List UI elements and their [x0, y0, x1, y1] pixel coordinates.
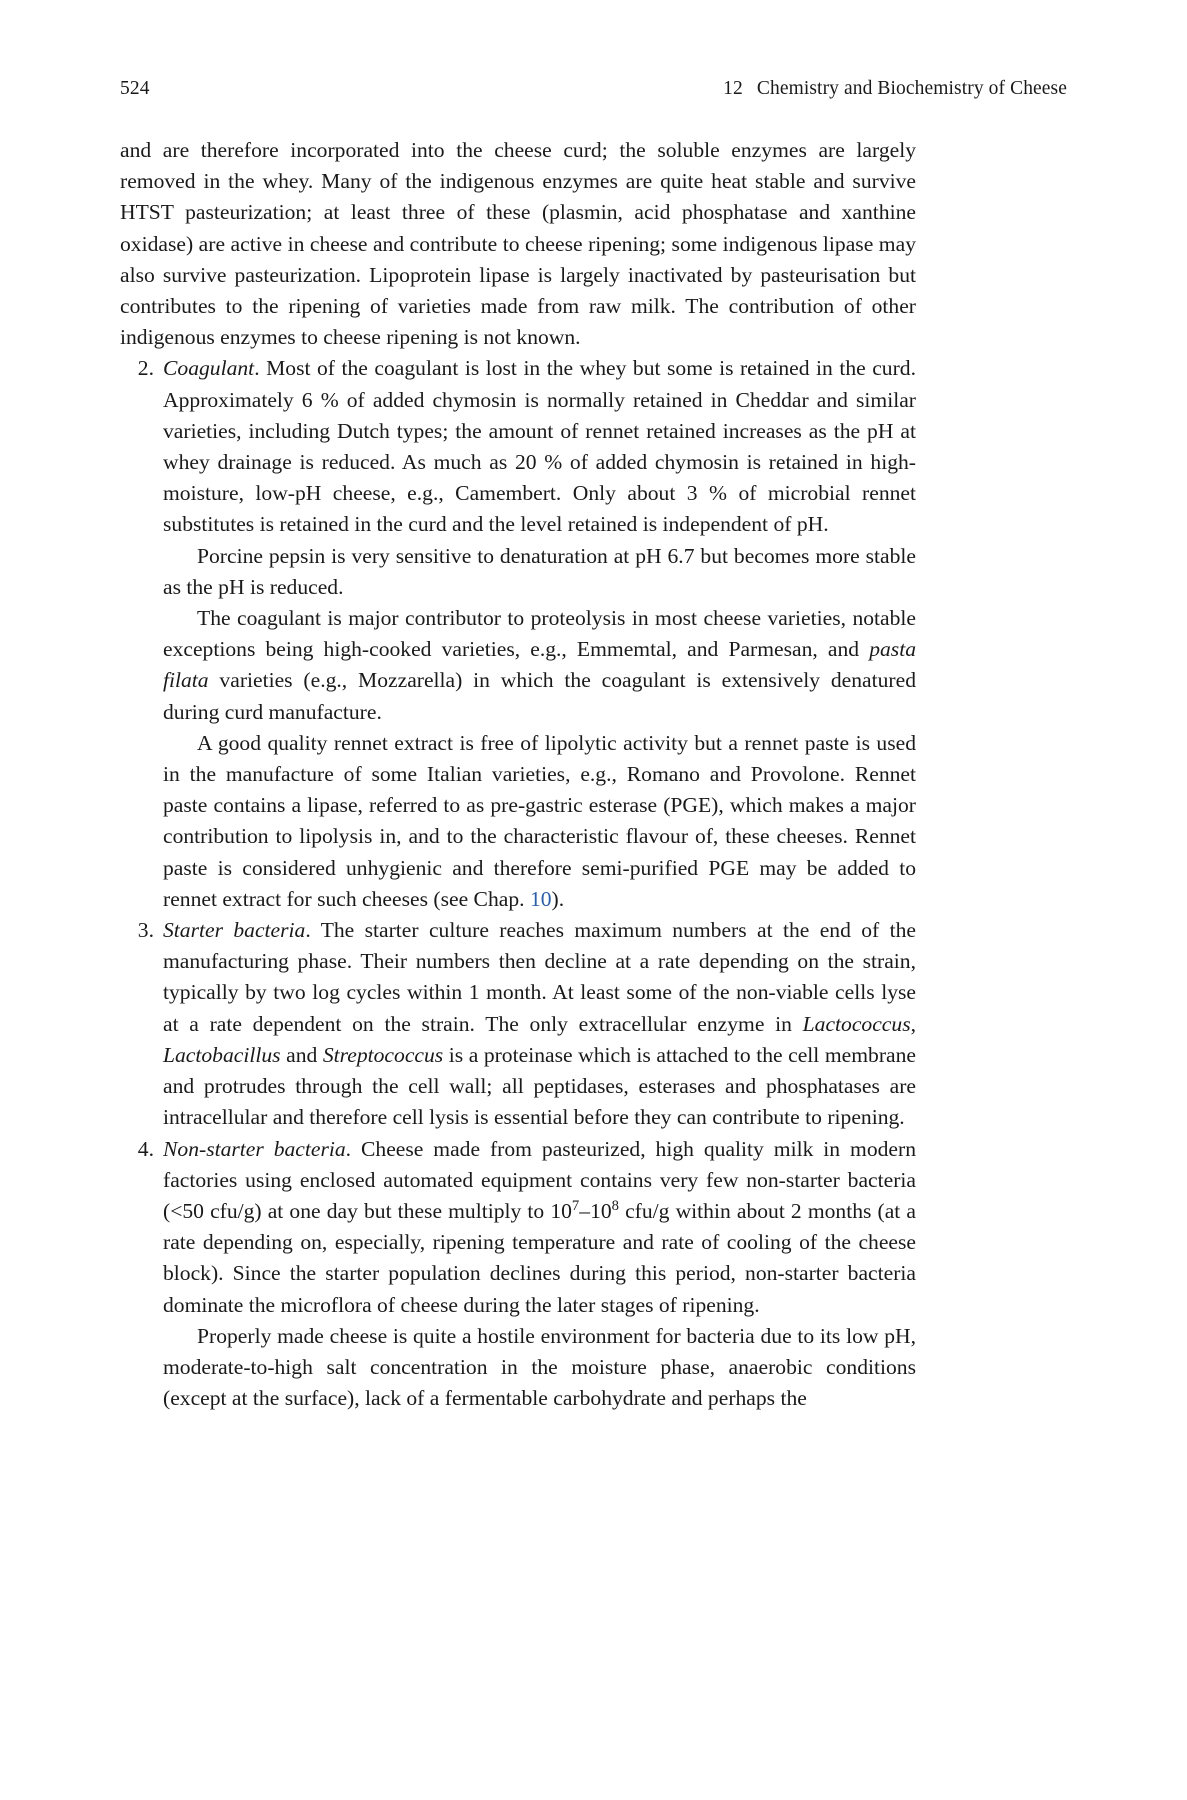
bacteria-count-base: 10	[550, 1198, 572, 1223]
list-item-term: Non-starter bacteria	[163, 1136, 346, 1161]
list-marker: 3.	[137, 918, 154, 943]
page-number: 524	[120, 78, 150, 99]
list-item	[120, 353, 916, 915]
bacteria-count-base-upper: 10	[590, 1198, 612, 1223]
list-item-text: Most of the coagulant is lost in the whey but some is retained in the curd. Approximately 6 % of added chymosin is normally retained in Cheddar and similar varieties, including Dutch types; the amount of rennet retained increases as the pH at whey drainage is reduced. As much as 20 % of added chymosin is retained in high-moisture, low-pH cheese, e.g., Camembert. Only about 3 % of microbial rennet substitutes is retained in the curd and the level retained is independent of pH.	[163, 356, 916, 537]
sub-paragraph-hostile-environment: Properly made cheese is quite a hostile environment for bacteria due to its low pH, moderate-to-high salt concentration in the moisture phase, anaerobic conditions (except at the surface), lack of a fermentable carbohydrate and perhaps the	[163, 1323, 916, 1411]
sub-paragraph-rennet-paste: A good quality rennet extract is free of lipolytic activity but a rennet paste is used in the manufacture of some Italian varieties, e.g., Romano and Provolone. Rennet paste contains a lipase, referred to as pre-gastric esterase (PGE), which makes a major contribution to lipolysis in, and to the characteristic flavour of, these cheeses. Rennet paste is considered unhygienic and therefore semi-purified PGE may be added to rennet extract for such cheeses (see Chap. 10).	[163, 730, 916, 911]
sub-paragraph-coagulant-proteolysis: The coagulant is major contributor to proteolysis in most cheese varieties, notable exceptions being high-cooked varieties, e.g., Emmemtal, and Parmesan, and pasta filata varieties (e.g., Mozzarella) in which the coagulant is extensively denatured during curd manufacture.	[163, 606, 916, 724]
genus-name-lactococcus: Lactococcus	[802, 1011, 911, 1036]
list-item	[120, 1134, 916, 1415]
numbered-list	[120, 353, 916, 1414]
body-text-block	[120, 135, 916, 1414]
chapter-title: Chemistry and Biochemistry of Cheese	[756, 78, 1067, 99]
list-item-body: Non-starter bacteria. Cheese made from pasteurized, high quality milk in modern factories using enclosed automated equipment contains very few non-starter bacteria (<50 cfu/g) at one day but these multiply to $10^7-10^8$ cfu/g within about 2 months (at a rate depending on, especially, ripening temperature and rate of cooling of the cheese block). Since the starter population declines during this period, non-starter bacteria dominate the microflora of cheese during the later stages of ripening.	[163, 1136, 916, 1317]
sub-paragraph-porcine-pepsin: Porcine pepsin is very sensitive to denaturation at pH 6.7 but becomes more stable as the pH is reduced.	[163, 543, 916, 599]
continued-paragraph: and are therefore incorporated into the cheese curd; the soluble enzymes are largely removed in the whey. Many of the indigenous enzymes are quite heat stable and survive HTST pasteurization; at least three of these (plasmin, acid phosphatase and xanthine oxidase) are active in cheese and contribute to cheese ripening; some indigenous lipase may also survive pasteurization. Lipoprotein lipase is largely inactivated by pasteurisation but contributes to the ripening of varieties made from raw milk. The contribution of other indigenous enzymes to cheese ripening is not known.	[120, 138, 916, 350]
list-item-body: Starter bacteria. The starter culture reaches maximum numbers at the end of the manufacturing phase. Their numbers then decline at a rate depending on the strain, typically by two log cycles within 1 month. At least some of the non-viable cells lyse at a rate dependent on the strain. The only extracellular enzyme in Lactococcus, Lactobacillus and Streptococcus is a proteinase which is attached to the cell membrane and protrudes through the cell wall; all peptidases, esterases and phosphatases are intracellular and therefore cell lysis is essential before they can contribute to ripening.	[163, 918, 916, 1130]
list-item	[120, 915, 916, 1133]
list-item-term: Starter bacteria	[163, 918, 306, 943]
bacteria-count-exponent-low: 7	[571, 1197, 580, 1214]
list-marker: 4.	[137, 1136, 154, 1161]
bacteria-count-exponent-high: 8	[611, 1197, 619, 1214]
list-item-term-suffix: .	[345, 1136, 352, 1161]
list-item-term-suffix: .	[254, 356, 260, 381]
list-item-term-suffix: .	[305, 918, 311, 943]
genus-name-lactobacillus: Lactobacillus	[163, 1042, 281, 1067]
list-item-body	[163, 356, 916, 536]
list-marker: 2.	[137, 356, 154, 381]
chapter-cross-reference-link[interactable]: 10	[529, 886, 552, 911]
list-item-term: Coagulant	[163, 356, 255, 381]
chapter-number: 12	[723, 78, 743, 99]
running-head	[120, 78, 1067, 100]
running-head-title-group	[723, 78, 1067, 100]
genus-name-streptococcus: Streptococcus	[322, 1042, 444, 1067]
italic-term-pasta-filata: pasta filata	[163, 637, 916, 693]
